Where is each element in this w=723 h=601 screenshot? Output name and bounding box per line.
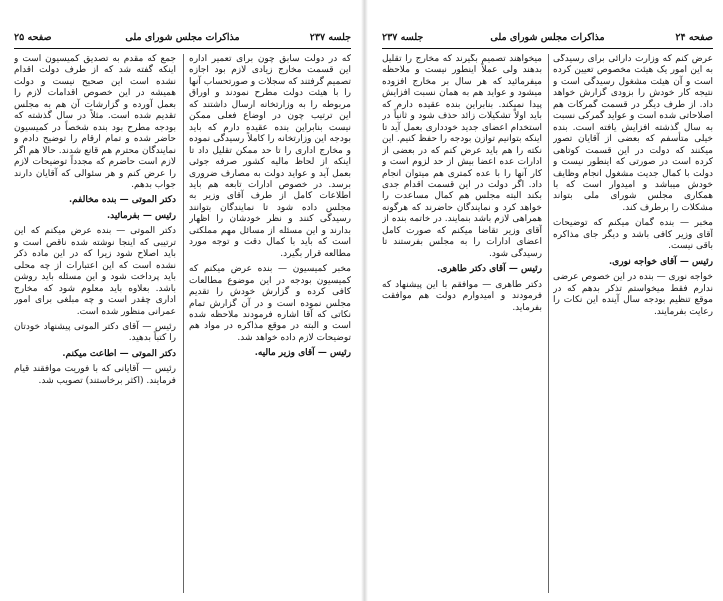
paragraph: دکتر طاهری — موافقم با این پیشنهاد که فرمودند و امیدوارم دولت هم موافقت بفرماید.	[382, 279, 542, 313]
paragraph: مخبر — بنده گمان میکنم که توضیحات آقای وزیر کافی باشد و دیگر جای مذاکره باقی نیست.	[553, 218, 713, 252]
right-session-label: جلسه ۲۳۷	[382, 32, 424, 43]
paragraph: رئیس — آقای وزیر مالیه.	[254, 348, 351, 359]
right-page-header	[382, 30, 713, 46]
right-page-number: صفحه ۲۴	[675, 32, 713, 43]
left-session-label: جلسه ۲۳۷	[309, 32, 351, 43]
paragraph: رئیس — آقای دکتر الموتی پیشنهاد خودتان را کتباً بدهید.	[14, 321, 176, 344]
paragraph: دکتر الموتی — اطاعت میکنم.	[62, 348, 176, 359]
left-column-divider	[183, 54, 184, 593]
left-page-number: صفحه ۲۵	[14, 32, 52, 43]
left-page-right-column	[189, 54, 351, 595]
left-page-title: مذاکرات مجلس شورای ملی	[125, 32, 240, 43]
paragraph: رئیس — آقایانی که با فوریت موافقند قیام فرمایند. (اکثر برخاستند) تصویب شد.	[14, 364, 176, 386]
right-header-rule	[382, 48, 713, 49]
left-page	[0, 0, 361, 601]
paragraph: که در دولت سابق چون برای تعمیر اداره این قسمت مخارج زیادی لازم بود اجازه تصمیم گرفتند که سجلات و صورتحساب آنها را با هیئت دولت مطرح نمودند و اوراق مربوطه را به وزارتخانه ارسال داشتند که این ترتیب چون در اوضاع فعلی ممکن نیست بنابراین بنده عقیده دارم که باید بودجه این وزارتخانه را کاملاً رسیدگی نموده و مخارج اداری را تا حد ممکن تقلیل داد تا اینکه از لحاظ مالیه کشور صرفه جوئی بعمل آید و عواید دولت به مصارف ضروری برسد. در خصوص ادارات تابعه هم باید اطلاعات کامل از طرف آقای وزیر به مجلس داده شود تا نمایندگان بتوانند رسیدگی کنند و نظر خودشان را اظهار بدارند و این مسئله از مسائل مهم مملکتی است که باید با کمال دقت و توجه مورد مطالعه قرار بگیرد.	[189, 54, 351, 259]
paragraph: رئیس — بفرمائید.	[107, 210, 176, 221]
right-page-title: مذاکرات مجلس شورای ملی	[490, 32, 605, 43]
right-page-right-column	[553, 54, 713, 595]
left-page-header	[14, 30, 351, 46]
paragraph: عرض کنم که وزارت دارائی برای رسیدگی به این امور یک هیئت مخصوص تعیین کرده است و آن هیئت مشغول رسیدگی است و نتیجه کار خودش را بزودی گزارش خواهد داد. از طرف دیگر در قسمت گمرکات هم اصلاحاتی شده است و عواید گمرکی نسبت به سال گذشته افزایش یافته است. بنده خیلی متأسفم که بعضی از آقایان تصور میکنند که دولت در این قسمت کوتاهی کرده است در صورتی که اینطور نیست و دولت با کمال جدیت مشغول انجام وظایف خودش میباشد و امیدوار است که با همکاری مجلس شورای ملی بتواند مشکلات را برطرف کند.	[553, 54, 713, 213]
paragraph: رئیس — آقای خواجه نوری.	[609, 256, 713, 267]
paragraph: دکتر الموتی — بنده عرض میکنم که این ترتیبی که اینجا نوشته شده ناقص است و باید اصلاح شود زیرا که در این ماده ذکر نشده است که این اعتبارات از چه محلی باید پرداخت شود و این مسئله باید روشن باشد. بعلاوه باید معلوم شود که مخارج اداری چقدر است و چه مبلغی برای امور عمرانی منظور شده است.	[14, 226, 176, 317]
right-column-divider	[548, 54, 549, 593]
paragraph: دکتر الموتی — بنده مخالفم.	[68, 195, 176, 206]
page-gutter	[361, 0, 368, 601]
paragraph: خواجه نوری — بنده در این خصوص عرضی ندارم فقط میخواستم تذکر بدهم که در موقع تنظیم بودجه سال آینده این نکات را رعایت بفرمایند.	[553, 272, 713, 317]
paragraph: رئیس — آقای دکتر طاهری.	[437, 264, 542, 275]
right-page-left-column	[382, 54, 542, 595]
paragraph: میخواهند تصمیم بگیرند که مخارج را تقلیل بدهند ولی عملاً اینطور نیست و ملاحظه میفرمائید که هر سال بر مخارج افزوده میشود و عواید هم به همان نسبت افزایش پیدا نمیکند. بنابراین بنده عقیده دارم که باید اولاً تشکیلات زائد حذف شود و ثانیاً در استخدام اعضای جدید خودداری بعمل آید تا اینکه بتوانیم توازن بودجه را حفظ کنیم. این نکته را هم باید عرض کنم که در بعضی از ادارات عده اعضا بیش از حد لزوم است و کار آنها را با عده کمتری هم میتوان انجام داد. اگر دولت در این قسمت اقدام جدی بکند البته مجلس هم کمال مساعدت را خواهد کرد و نمایندگان حاضرند که هرگونه همراهی لازم باشد بنمایند. در خاتمه بنده از آقای وزیر تقاضا میکنم که صورت کامل اعضای ادارات را به مجلس بفرستند تا رسیدگی شود.	[382, 54, 542, 259]
left-header-rule	[14, 48, 351, 49]
left-page-left-column	[14, 54, 176, 595]
paragraph: مخبر کمیسیون — بنده عرض میکنم که کمیسیون بودجه در این موضوع مطالعات کافی کرده و گزارش خودش را تقدیم مجلس نموده است و در آن گزارش تمام نکاتی که آقا اشاره فرمودند ملاحظه شده است و البته در موقع مذاکره در مواد هم توضیحات لازم داده خواهد شد.	[189, 264, 351, 343]
paragraph: جمع که مقدم به تصدیق کمیسیون است و اینکه گفته شد که از طرف دولت اقدام نشده است این صحیح نیست و دولت همیشه در این خصوص اقدامات لازم را بعمل آورده و گزارشات آن هم به مجلس تقدیم شده است. مثلاً در سال گذشته که بودجه مطرح بود بنده شخصاً در کمیسیون حاضر شده و تمام ارقام را توضیح دادم و نمایندگان محترم هم قانع شدند. حالا هم اگر لازم است حاضرم که مجدداً توضیحات لازم را عرض کنم و هر سئوالی که آقایان دارند جواب بدهم.	[14, 54, 176, 190]
right-page	[368, 0, 723, 601]
